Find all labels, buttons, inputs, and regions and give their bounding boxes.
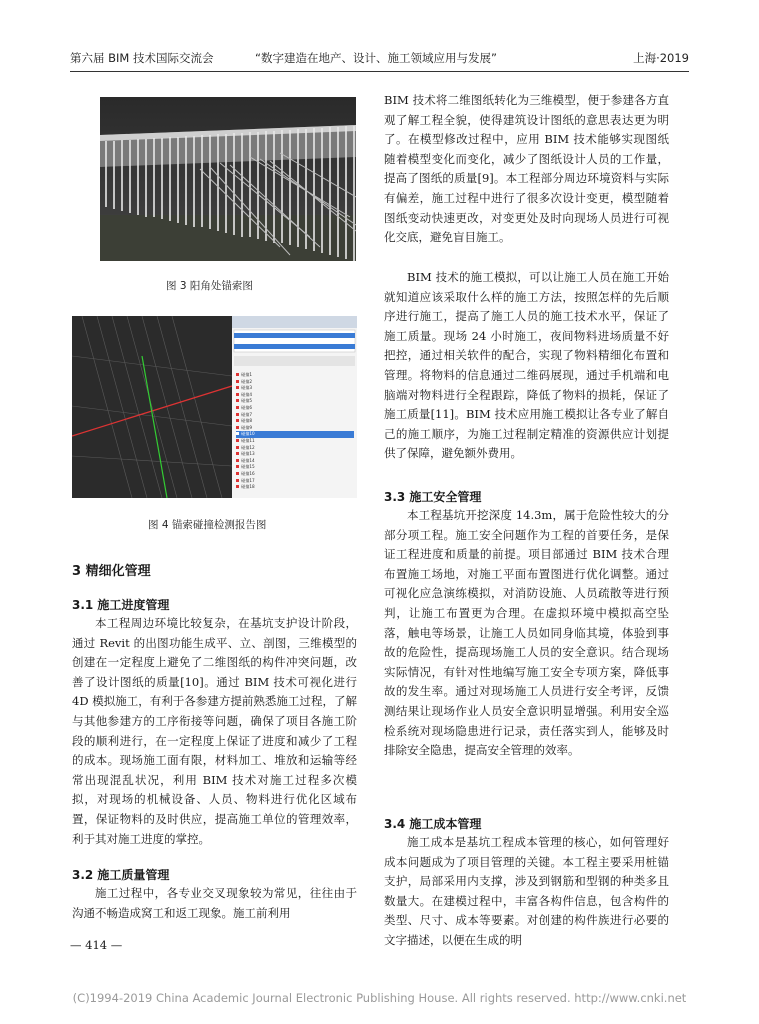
subsection-heading-3-1: 3.1 施工进度管理 bbox=[72, 598, 170, 612]
figure-3-render bbox=[100, 97, 356, 261]
paragraph-3-2: 施工过程中，各专业交叉现象较为常见，往往由于沟通不畅造成窝工和返工现象。施工前利用 bbox=[72, 886, 357, 920]
list-item[interactable]: 碰撞6 bbox=[236, 405, 354, 412]
list-item[interactable]: 碰撞10 bbox=[236, 431, 354, 438]
list-item[interactable]: 碰撞11 bbox=[236, 438, 354, 445]
figure-4-caption: 图 4 锚索碰撞检测报告图 bbox=[148, 519, 267, 531]
list-item[interactable]: 碰撞16 bbox=[236, 471, 354, 478]
list-item[interactable]: 碰撞3 bbox=[236, 385, 354, 392]
subsection-heading-3-4: 3.4 施工成本管理 bbox=[384, 817, 482, 831]
list-item[interactable]: 碰撞15 bbox=[236, 464, 354, 471]
list-item[interactable]: 碰撞14 bbox=[236, 458, 354, 465]
header-right: 上海·2019 bbox=[633, 51, 689, 65]
list-item[interactable]: 碰撞9 bbox=[236, 425, 354, 432]
list-item[interactable]: 碰撞12 bbox=[236, 445, 354, 452]
list-item[interactable]: 碰撞17 bbox=[236, 478, 354, 485]
paragraph-3-1: 本工程周边环境比较复杂，在基坑支护设计阶段，通过 Revit 的出图功能生成平、立、剖图，三维模型的创建在一定程度上避免了二维图纸的构件冲突问题，改善了设计图纸的质量[10]。通过 BIM 技术可视化进行 4D 模拟施工，有利于各参建方提前熟悉施工过程，了解与其他参建方的工序衔接等问题，确保了项目各施工阶段的顺利进行，在一定程度上保证了进度和减少了工程的成本。现场施工面有限，材料加工、堆放和运输等经常出现混乱状况，利用 BIM 技术对施工过程多次模拟，对现场的机械设备、人员、物料进行优化区域布置，保证物料的及时供应，提高施工单位的管理效率，利于其对施工进度的掌控。 bbox=[72, 616, 357, 846]
paragraph-3-3: 本工程基坑开挖深度 14.3m，属于危险性较大的分部分项工程。施工安全问题作为工程的首要任务，是保证工程进度和质量的前提。项目部通过 BIM 技术合理布置施工场地，对施工平面布置图进行优化调整。通过可视化应急演练模拟，对消防设施、人员疏散等进行预判，让施工布置更为合理。在虚拟环境中模拟高空坠落，触电等场景，让施工人员如同身临其境，体验到事故的危险性，提高现场施工人员的安全意识。结合现场实际情况，有针对性地编写施工安全专项方案，降低事故的发生率。通过对现场施工人员进行安全考评，反馈测结果让现场作业人员安全意识明显增强。利用安全巡检系统对现场隐患进行记录，责任落实到人，能够及时排除安全隐患，提高安全管理的效率。 bbox=[384, 508, 669, 758]
figure-3-image bbox=[100, 97, 356, 261]
copyright-footer: (C)1994-2019 China Academic Journal Electronic Publishing House. All rights reserved. http://www.cnki.net bbox=[72, 991, 687, 1005]
page-number: — 414 — bbox=[70, 938, 123, 952]
list-item[interactable]: 碰撞1 bbox=[236, 372, 354, 379]
clash-report-list bbox=[236, 372, 354, 491]
list-item[interactable]: 碰撞4 bbox=[236, 392, 354, 399]
figure-3-caption: 图 3 阳角处锚索图 bbox=[166, 280, 253, 292]
list-item[interactable]: 碰撞18 bbox=[236, 484, 354, 491]
list-item[interactable]: 碰撞5 bbox=[236, 398, 354, 405]
paragraph-right-1: BIM 技术将二维图纸转化为三维模型，便于参建各方直观了解工程全貌，使得建筑设计图纸的意思表达更为明了。在模型修改过程中，应用 BIM 技术能够实现图纸随着模型变化而变化，减少了图纸设计人员的工作量，提高了图纸的质量[9]。本工程部分周边环境资料与实际有偏差，施工过程中进行了很多次设计变更，模型随着图纸变动快速更改，对变更处及时向现场人员进行可视化交底，避免盲目施工。 bbox=[384, 93, 669, 245]
subsection-heading-3-3: 3.3 施工安全管理 bbox=[384, 490, 482, 504]
section-heading-3: 3 精细化管理 bbox=[72, 564, 151, 579]
subsection-heading-3-2: 3.2 施工质量管理 bbox=[72, 868, 170, 882]
paragraph-right-2: BIM 技术的施工模拟，可以让施工人员在施工开始就知道应该采取什么样的施工方法，按照怎样的先后顺序进行施工，提高了施工人员的施工技术水平，保证了施工质量。现场 24 小时施工，夜间物料进场质量不好把控，通过相关软件的配合，实现了物料精细化布置和管理。将物料的信息通过二维码展现，通过手机端和电脑端对物料进行全程跟踪，降低了物料的损耗，保证了施工质量[11]。BIM 技术应用施工模拟让各专业了解自己的施工顺序，为施工过程制定精准的资源供应计划提供了保障，避免额外费用。 bbox=[384, 270, 669, 461]
paragraph-3-4: 施工成本是基坑工程成本管理的核心，如何管理好成本问题成为了项目管理的关键。本工程主要采用桩锚支护，局部采用内支撑，涉及到钢筋和型钢的种类多且数量大。在建模过程中，丰富各构件信息，包含构件的类型、尺寸、成本等要素。对创建的构件族进行必要的文字描述，以便在生成的明 bbox=[384, 835, 669, 947]
list-item[interactable]: 碰撞13 bbox=[236, 451, 354, 458]
figure-4-image bbox=[72, 316, 357, 498]
header-rule bbox=[70, 71, 689, 72]
running-header bbox=[70, 50, 689, 70]
header-left: 第六届 BIM 技术国际交流会 bbox=[70, 51, 214, 65]
list-item[interactable]: 碰撞2 bbox=[236, 379, 354, 386]
list-item[interactable]: 碰撞7 bbox=[236, 412, 354, 419]
list-item[interactable]: 碰撞8 bbox=[236, 418, 354, 425]
header-middle: “数字建造在地产、设计、施工领域应用与发展” bbox=[255, 51, 497, 65]
